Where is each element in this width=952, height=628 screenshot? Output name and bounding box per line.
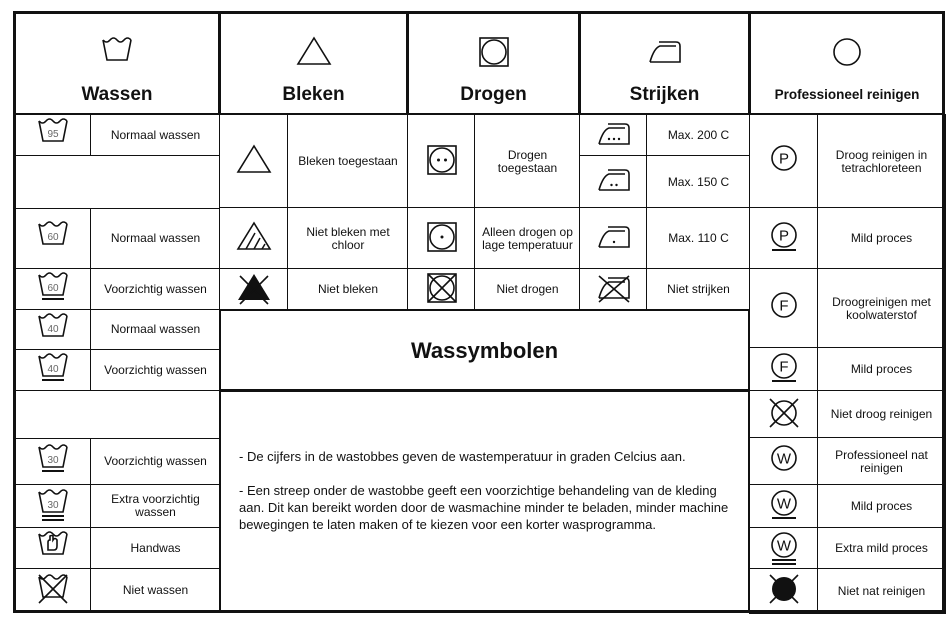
label-text: Extra mild proces [835, 541, 928, 555]
label-text: Niet droog reinigen [830, 407, 933, 421]
prof-symbol [749, 527, 819, 570]
wash-label [90, 527, 221, 569]
wash-tub-icon [34, 218, 72, 258]
svg-text:F: F [779, 297, 789, 314]
label-text: Voorzichtig wassen [104, 453, 207, 468]
header-label: Drogen [460, 84, 527, 105]
bleach-label [287, 207, 409, 270]
prof-symbol [749, 437, 819, 486]
svg-text:60: 60 [47, 232, 59, 243]
bleach-symbol [219, 114, 289, 209]
header-bleken [219, 12, 408, 115]
svg-text:W: W [776, 450, 792, 467]
svg-text:60: 60 [47, 283, 59, 294]
header-label: Professioneel reinigen [774, 87, 920, 102]
svg-text:P: P [778, 150, 790, 167]
label-text: Normaal wassen [110, 230, 201, 245]
prof-symbol [749, 268, 819, 349]
wash-symbol [14, 484, 92, 528]
svg-text:30: 30 [47, 455, 59, 466]
dry-symbol [407, 114, 476, 209]
wash-tub-icon [34, 269, 72, 309]
bleach-label [287, 268, 409, 311]
label-text: Voorzichtig wassen [104, 362, 207, 377]
no-chlorine-bleach-icon [235, 219, 273, 259]
label-text: Normaal wassen [110, 127, 201, 142]
label-text: Handwas [130, 540, 181, 555]
wash-symbol [14, 114, 92, 156]
label-text: Drogen toegestaan [497, 147, 558, 175]
wash-label [90, 114, 221, 156]
wash-symbol [14, 207, 92, 269]
label-text: Voorzichtig wassen [104, 281, 207, 296]
prof-label [817, 437, 946, 486]
label-text: Alleen drogen op lage temperatuur [482, 224, 573, 252]
label-text: Niet bleken [317, 282, 379, 296]
dry-label [474, 114, 581, 209]
wash-tub-icon [34, 115, 72, 155]
label-text: Droog reinigen in tetrachloreteen [835, 147, 928, 175]
tumble-dry-normal-icon [423, 142, 461, 182]
label-text: Max. 200 C [667, 128, 730, 142]
prof-label [817, 207, 946, 270]
svg-text:P: P [778, 227, 790, 244]
svg-text:F: F [779, 358, 789, 375]
triangle-icon [295, 34, 333, 74]
label-text: Professioneel nat reinigen [835, 447, 928, 475]
prof-symbol [749, 114, 819, 209]
no-bleach-icon [235, 270, 273, 310]
iron-icon [646, 34, 684, 74]
header-label: Strijken [629, 84, 700, 105]
wash-tub-icon [34, 350, 72, 390]
wash-label [90, 437, 221, 485]
svg-text:40: 40 [47, 323, 59, 335]
professional-clean-icon [765, 350, 803, 390]
prof-label [817, 484, 946, 529]
iron-symbol [579, 268, 648, 311]
no-dry-clean-icon [765, 395, 803, 435]
no-iron-icon [595, 270, 633, 310]
label-text: Extra voorzichtig wassen [111, 492, 200, 519]
professional-clean-icon [765, 487, 803, 527]
wash-symbol [14, 527, 92, 569]
label-text: Mild proces [850, 231, 913, 245]
wash-label [90, 484, 221, 528]
notes-panel [219, 390, 750, 613]
wash-tub-icon [34, 441, 72, 481]
wash-symbol [14, 268, 92, 310]
label-text: Niet strijken [667, 282, 730, 296]
prof-label [817, 347, 946, 392]
wash-symbol [14, 437, 92, 485]
dry-label [474, 268, 581, 311]
page-title: Wassymbolen [219, 309, 750, 391]
wash-tub-icon [34, 310, 72, 350]
professional-clean-icon [765, 529, 803, 569]
header-label: Wassen [81, 84, 153, 105]
svg-text:40: 40 [47, 364, 59, 375]
iron-label [646, 114, 751, 157]
prof-symbol [749, 390, 819, 439]
label-text: Niet nat reinigen [837, 583, 926, 598]
header-strijken [579, 12, 750, 115]
prof-label [817, 114, 946, 209]
svg-text:W: W [776, 495, 792, 512]
bleach-symbol [219, 207, 289, 270]
no-tumble-dry-icon [423, 270, 461, 310]
prof-label [817, 527, 946, 570]
dry-label [474, 207, 581, 270]
iron-symbol [579, 155, 648, 209]
iron-icon [595, 162, 633, 202]
label-text: Droogreinigen met koolwaterstof [832, 294, 931, 322]
bleach-triangle-icon [235, 142, 273, 182]
label-text: Max. 150 C [667, 174, 730, 189]
header-wassen [14, 12, 220, 115]
iron-label [646, 155, 751, 209]
wash-symbol [14, 568, 92, 613]
wash-label [90, 349, 221, 391]
no-wash-icon [34, 571, 72, 611]
iron-symbol [579, 207, 648, 270]
tumble-dry-low-icon [423, 219, 461, 259]
circle-icon [828, 34, 866, 74]
prof-label [817, 568, 946, 614]
iron-label [646, 268, 751, 311]
label-text: Bleken toegestaan [298, 154, 398, 168]
wash-tub-icon [34, 486, 72, 526]
iron-label [646, 207, 751, 270]
label-text: Normaal wassen [110, 322, 201, 336]
wash-tub-icon [98, 34, 136, 74]
dry-symbol [407, 207, 476, 270]
header-label: Bleken [282, 84, 345, 105]
wash-label [90, 268, 221, 310]
label-text: Niet wassen [122, 583, 189, 597]
professional-clean-icon [765, 219, 803, 259]
wash-symbol [14, 309, 92, 350]
label-text: Mild proces [850, 362, 913, 376]
prof-symbol [749, 568, 819, 614]
iron-icon [595, 219, 633, 259]
tumble-dry-icon [475, 34, 513, 74]
empty-cell [14, 390, 221, 439]
prof-symbol [749, 207, 819, 270]
prof-label [817, 390, 946, 439]
wash-label [90, 207, 221, 269]
prof-symbol [749, 347, 819, 392]
professional-clean-icon [765, 142, 803, 182]
svg-text:95: 95 [47, 129, 59, 140]
prof-symbol [749, 484, 819, 529]
label-text: Niet drogen [496, 282, 559, 296]
no-wet-clean-icon [765, 571, 803, 611]
svg-text:30: 30 [47, 500, 59, 511]
iron-symbol [579, 114, 648, 157]
header-drogen [407, 12, 580, 115]
iron-icon [595, 116, 633, 156]
label-text: Niet bleken met chloor [306, 224, 390, 252]
wash-label [90, 309, 221, 350]
header-prof [749, 12, 945, 115]
professional-clean-icon [765, 289, 803, 329]
label-text: Mild proces [850, 499, 913, 513]
bleach-symbol [219, 268, 289, 311]
wash-label [90, 568, 221, 613]
dry-symbol [407, 268, 476, 311]
svg-text:W: W [776, 537, 792, 554]
hand-wash-icon [34, 528, 72, 568]
label-text: Max. 110 C [668, 231, 729, 245]
prof-label [817, 268, 946, 349]
professional-clean-icon [765, 442, 803, 482]
empty-cell [14, 155, 221, 209]
note: - Een streep onder de wastobbe geeft een voorzichtige behandeling van de kleding aan. Dit kan bereikt worden door de wasmachine minder te beladen, minder machine bewegingen te laten maken of te kiezen voor een korter wasprogramma. [239, 483, 729, 532]
wash-symbol [14, 349, 92, 391]
bleach-label [287, 114, 409, 209]
note: - De cijfers in de wastobbes geven de wastemperatuur in graden Celcius aan. [239, 449, 686, 464]
